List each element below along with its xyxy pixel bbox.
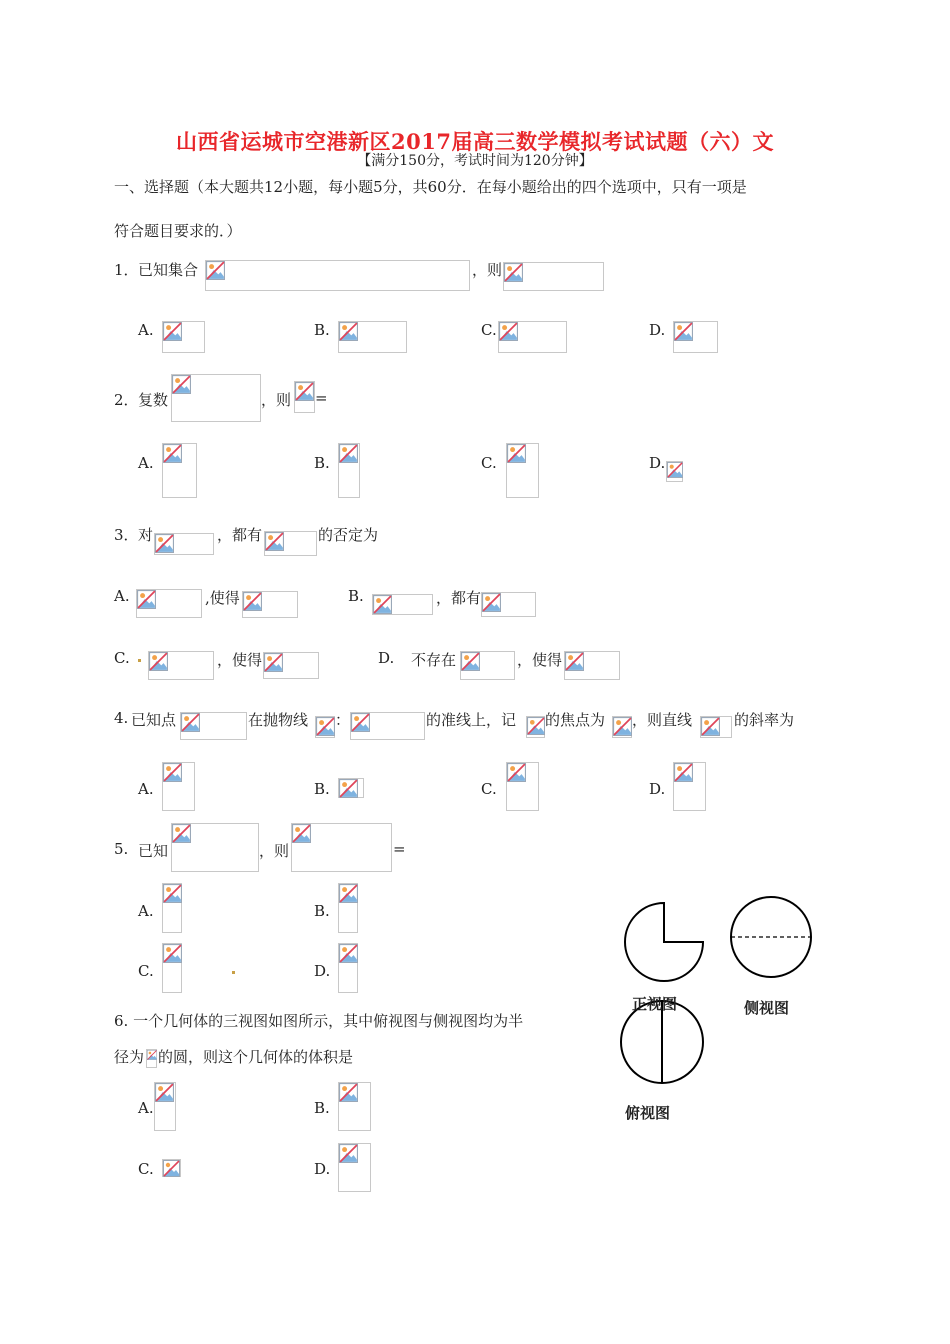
q3-option-b-text: ，都有 (436, 589, 482, 607)
broken-image-icon (339, 1083, 358, 1102)
formula-image (612, 716, 632, 738)
q6-text: 6. 一个几何体的三视图如图所示，其中俯视图与侧视图均为半 (114, 1012, 524, 1030)
broken-image-icon (316, 717, 335, 736)
section-heading-cont: 符合题目要求的．） (114, 222, 242, 240)
broken-image-icon (674, 322, 693, 341)
formula-image (162, 321, 205, 353)
q2-text: 复数 (138, 391, 169, 409)
broken-image-icon (499, 322, 518, 341)
q4-text-7: 的斜率为 (734, 711, 795, 729)
q3-option-d: D. (378, 649, 395, 667)
formula-image (291, 823, 392, 872)
broken-image-icon (155, 534, 174, 553)
broken-image-icon (295, 382, 314, 401)
q5-option-b: B. (314, 902, 330, 920)
page-title: 山西省运城市空港新区2017届高三数学模拟考试试题（六）文 (176, 129, 774, 154)
formula-image (315, 716, 335, 738)
broken-image-icon (461, 652, 480, 671)
broken-image-icon (674, 763, 693, 782)
q2-option-a: A. (138, 454, 154, 472)
q2-number: 2． (114, 391, 139, 409)
broken-image-icon (482, 593, 501, 612)
formula-image (338, 778, 364, 798)
q4-number: 4. (114, 709, 129, 727)
q2-option-b: B. (314, 454, 330, 472)
q2-option-c: C. (481, 454, 497, 472)
formula-image (264, 531, 317, 556)
formula-image (338, 1082, 371, 1131)
formula-image (460, 651, 515, 680)
formula-image (338, 883, 358, 933)
formula-image (666, 461, 683, 482)
section-heading: 一、选择题（本大题共12小题，每小题5分，共60分．在每小题给出的四个选项中，只有一项是 (114, 178, 747, 196)
formula-image (338, 943, 358, 993)
broken-image-icon (351, 713, 370, 732)
broken-image-icon (339, 444, 358, 463)
q1-text: 已知集合 (138, 261, 199, 279)
formula-image (338, 1143, 371, 1192)
broken-image-icon (137, 590, 156, 609)
formula-image (242, 591, 298, 618)
broken-image-icon (373, 595, 392, 614)
formula-image (564, 651, 620, 680)
formula-image (481, 592, 536, 617)
q1-option-d: D. (649, 321, 666, 339)
broken-image-icon (527, 717, 545, 735)
formula-image (503, 262, 604, 291)
broken-image-icon (339, 322, 358, 341)
q3-text-2: ，都有 (217, 526, 263, 544)
q3-option-a: A. (114, 587, 130, 605)
formula-image (154, 533, 214, 555)
q3-option-c-text: ，使得 (217, 651, 263, 669)
broken-image-icon (206, 261, 225, 280)
q6-text-2: 径为 (114, 1048, 145, 1066)
q4-text-5: 的焦点为 (545, 711, 606, 729)
q2-option-d: D. (649, 454, 666, 472)
three-view-drawing (612, 890, 827, 1090)
formula-image (338, 443, 360, 498)
formula-image (350, 712, 425, 740)
q3-option-a-text: ,使得 (205, 589, 240, 607)
broken-image-icon (163, 763, 182, 782)
formula-image (338, 321, 407, 353)
formula-image (162, 443, 197, 498)
formula-image (372, 594, 433, 615)
formula-image (263, 652, 319, 679)
formula-image (526, 716, 545, 738)
q4-option-a: A. (138, 780, 154, 798)
broken-image-icon (292, 824, 311, 843)
formula-image (162, 762, 195, 811)
stray-mark (138, 659, 141, 662)
q5-text-2: ，则 (259, 842, 290, 860)
formula-image (498, 321, 567, 353)
page-subtitle: 【满分150分，考试时间为120分钟】 (357, 153, 593, 169)
formula-image (162, 943, 182, 993)
q2-text-3: = (315, 389, 328, 407)
front-view-shape (625, 903, 703, 981)
q4-option-d: D. (649, 780, 666, 798)
top-view-label: 俯视图 (625, 1104, 671, 1122)
broken-image-icon (149, 652, 168, 671)
formula-image (700, 716, 732, 738)
formula-image (171, 823, 259, 872)
formula-image (154, 1082, 176, 1131)
broken-image-icon (565, 652, 584, 671)
broken-image-icon (504, 263, 523, 282)
broken-image-icon (163, 884, 182, 903)
broken-image-icon (339, 944, 358, 963)
broken-image-icon (172, 824, 191, 843)
broken-image-icon (613, 717, 632, 736)
stray-mark (232, 971, 235, 974)
q6-option-a: A. (138, 1099, 154, 1117)
broken-image-icon (339, 1144, 358, 1163)
broken-image-icon (667, 462, 683, 478)
formula-image (171, 374, 261, 422)
q4-option-c: C. (481, 780, 497, 798)
broken-image-icon (701, 717, 720, 736)
q4-option-b: B. (314, 780, 330, 798)
formula-image (180, 712, 247, 740)
q3-text-3: 的否定为 (318, 526, 379, 544)
q1-number: 1． (114, 261, 139, 279)
formula-image (162, 883, 182, 933)
front-view-label: 正视图 (632, 995, 678, 1013)
q5-text-3: = (393, 840, 406, 858)
q5-option-a: A. (138, 902, 154, 920)
q4-text-6: ，则直线 (632, 711, 693, 729)
broken-image-icon (181, 713, 200, 732)
broken-image-icon (163, 1160, 180, 1177)
q3-option-d-text: 不存在 (411, 651, 457, 669)
broken-image-icon (507, 763, 526, 782)
formula-image (506, 762, 539, 811)
q6-option-c: C. (138, 1160, 154, 1178)
q4-text-4: 的准线上，记 (426, 711, 517, 729)
broken-image-icon (163, 444, 182, 463)
formula-image (673, 321, 718, 353)
side-view-label: 侧视图 (744, 999, 790, 1017)
q1-text-2: ，则 (472, 261, 503, 279)
broken-image-icon (507, 444, 526, 463)
broken-image-icon (147, 1050, 157, 1060)
q4-text: 已知点 (131, 711, 177, 729)
q5-number: 5. (114, 840, 129, 858)
formula-image (136, 589, 202, 618)
formula-image (294, 381, 315, 413)
broken-image-icon (339, 779, 358, 798)
formula-image (162, 1159, 181, 1177)
broken-image-icon (172, 375, 191, 394)
formula-image (148, 651, 214, 680)
q3-option-d-text-2: ，使得 (517, 651, 563, 669)
q5-text: 已知 (138, 842, 169, 860)
q6-option-d: D. (314, 1160, 331, 1178)
broken-image-icon (243, 592, 262, 611)
side-view-shape (731, 897, 811, 977)
q6-option-b: B. (314, 1099, 330, 1117)
q1-option-b: B. (314, 321, 330, 339)
q6-text-3: 的圆，则这个几何体的体积是 (158, 1048, 354, 1066)
formula-image (673, 762, 706, 811)
broken-image-icon (155, 1083, 174, 1102)
q4-text-2: 在抛物线 (248, 711, 309, 729)
broken-image-icon (163, 944, 182, 963)
q5-option-d: D. (314, 962, 331, 980)
q3-option-c: C. (114, 649, 130, 667)
q1-option-c: C. (481, 321, 497, 339)
formula-image (205, 260, 470, 291)
q3-option-b: B. (348, 587, 364, 605)
broken-image-icon (264, 653, 283, 672)
q4-text-3: ： (335, 711, 351, 729)
formula-image (506, 443, 539, 498)
q3-number: 3． (114, 526, 139, 544)
broken-image-icon (163, 322, 182, 341)
broken-image-icon (265, 532, 284, 551)
q1-option-a: A. (138, 321, 154, 339)
formula-image (146, 1049, 157, 1068)
broken-image-icon (339, 884, 358, 903)
q2-text-2: ，则 (261, 391, 292, 409)
q5-option-c: C. (138, 962, 154, 980)
q3-text: 对 (138, 526, 154, 544)
